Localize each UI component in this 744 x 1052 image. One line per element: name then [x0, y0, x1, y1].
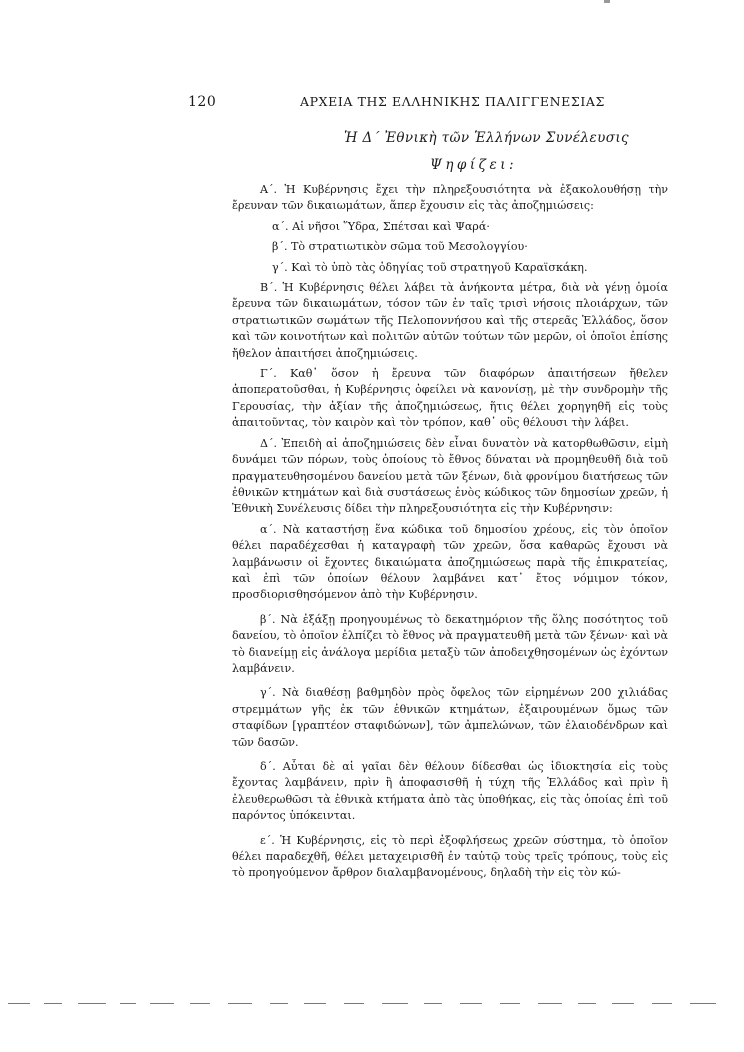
article-d-item-5: ε΄. Ἡ Κυβέρνησις, εἰς τὸ περὶ ἐξοφλήσεως χρεῶν σύστημα, τὸ ὁποῖον θέλει παραδεχθῆ, θέλει μεταχειρισθῆ ἐν ταὐτῷ τοὺς τρεῖς τρόπους, τοὺς εἰς τὸ προηγούμενον ἄρθρον διαλαμβανομένους, δηλαδὴ τὴν εἰς τὸν κώ- — [232, 833, 668, 880]
article-d-item-2: β΄. Νὰ ἐξάξῃ προηγουμένως τὸ δεκατημόριον τῆς ὅλης ποσότητος τοῦ δανείου, τὸ ὁποῖον ἐλπίζει τὸ ἔθνος νὰ πραγματευθῆ μετὰ τῶν ξένων· καὶ νὰ τὸ διανείμῃ εἰς ἀνάλογα μερίδια μεταξὺ τῶν ἀποδειχθησομένων ὡς ἐχόντων λαμβάνειν. — [232, 612, 668, 675]
article-d: Δ΄. Ἐπειδὴ αἱ ἀποζημιώσεις δὲν εἶναι δυνατὸν νὰ κατορθωθῶσιν, εἰμὴ δυνάμει τῶν πόρων, τοὺς ὁποίους τὸ ἔθνος δύναται νὰ προμηθευθῆ διὰ τοῦ πραγματευθησομένου δανείου μετὰ τῶν ξένων, διὰ φρονίμου διατήσεως τῶν ἐθνικῶν κτημάτων καὶ διὰ συστάσεως ἑνὸς κώδικος τῶν δημοσίων χρεῶν, ἡ Ἐθνικὴ Συνέλευσις δίδει τὴν πληρεξουσιότητα εἰς τὴν Κυβέρνησιν: — [232, 436, 668, 516]
article-a-item-2: β΄. Τὸ στρατιωτικὸν σῶμα τοῦ Μεσολογγίου· — [272, 240, 528, 254]
article-d-item-3: γ΄. Νὰ διαθέσῃ βαθμηδὸν πρὸς ὄφελος τῶν εἰρημένων 200 χιλιάδας στρεμμάτων γῆς ἐκ τῶν ἐθνικῶν κτημάτων, ἐξαιρουμένων ὅμως τῶν σταφίδων [γραπτέον σταφιδώνων], τῶν ἀμπελώνων, τῶν ἐλαιοδένδρων καὶ τῶν δασῶν. — [232, 686, 668, 749]
running-header: ΑΡΧΕΙΑ ΤΗΣ ΕΛΛΗΝΙΚΗΣ ΠΑΛΙΓΓΕΝΕΣΙΑΣ — [300, 94, 605, 109]
document-title: Ἡ Δ΄ Ἐθνικὴ τῶν Ἑλλήνων Συνέλευσις — [344, 130, 629, 146]
article-c: Γ΄. Καθ᾿ ὅσον ἡ ἔρευνα τῶν διαφόρων ἀπαιτήσεων ἤθελεν ἀποπερατοῦσθαι, ἡ Κυβέρνησις ὀφείλει νὰ κανονίσῃ, μὲ τὴν συνδρομὴν τῆς Γερουσίας, τὴν ἀξίαν τῆς ἀποζημιώσεως, ἥτις θέλει χορηγηθῆ εἰς τοὺς ἀπαιτοῦντας, τὸν καιρὸν καὶ τὸν τρόπον, καθ᾿ οὓς θέλουσι τὴν λάβει. — [232, 367, 668, 430]
article-a: Α΄. Ἡ Κυβέρνησις ἔχει τὴν πληρεξουσιότητα νὰ ἐξακολουθήσῃ τὴν ἔρευναν τῶν δικαιωμάτων, ἅπερ ἔχουσιν εἰς τὰς ἀποζημιώσεις: — [232, 183, 668, 213]
scan-edge-mark — [604, 0, 610, 3]
article-d-item-4: δ΄. Αὗται δὲ αἱ γαῖαι δὲν θέλουν δίδεσθαι ὡς ἰδιοκτησία εἰς τοὺς ἔχοντας λαμβάνειν, πρὶν ἢ ἀποφασισθῆ ἡ τύχη τῆς Ἑλλάδος καὶ πρὶν ἢ ἐλευθερωθῶσι τὰ ἐθνικὰ κτήματα ἀπὸ τὰς ὑποθήκας, εἰς τὰς ὁποίας ἐπὶ τοῦ παρόντος ὑπόκεινται. — [232, 760, 668, 823]
article-a-item-1: α΄. Αἱ νῆσοι Ὕδρα, Σπέτσαι καὶ Ψαρά· — [272, 219, 490, 233]
decree-heading: Ψηφίζει: — [430, 157, 518, 173]
page-number: 120 — [188, 94, 217, 110]
article-a-item-3: γ΄. Καὶ τὸ ὑπὸ τὰς ὁδηγίας τοῦ στρατηγοῦ Καραϊσκάκη. — [272, 260, 588, 274]
scan-bottom-edge — [0, 1003, 744, 1005]
document-body — [232, 182, 668, 890]
article-d-item-1: α΄. Νὰ καταστήσῃ ἕνα κώδικα τοῦ δημοσίου χρέους, εἰς τὸν ὁποῖον θέλει παραδέχεσθαι ἡ καταγραφὴ τῶν χρεῶν, ὅσα καθαρῶς ἔχουσι νὰ λαμβάνωσιν οἱ ἔχοντες δικαιώματα ἀποζημιώσεως παρὰ τῆς ἐπικρατείας, καὶ ἐπὶ τῶν ὁποίων θέλουν λαμβάνει κατ᾿ ἔτος νόμιμον τόκον, προσδιορισθησόμενον ἀπὸ τὴν Κυβέρνησιν. — [232, 522, 668, 602]
article-b: Β΄. Ἡ Κυβέρνησις θέλει λάβει τὰ ἀνήκοντα μέτρα, διὰ νὰ γένῃ ὁμοία ἔρευνα τῶν δικαιωμάτων, τόσον τῶν ἐν ταῖς τρισὶ νήσοις πλοιάρχων, τῶν στρατιωτικῶν σωμάτων τῆς Πελοποννήσου καὶ τῆς στερεᾶς Ἑλλάδος, ὅσον καὶ τῶν κοινοτήτων καὶ πολιτῶν αὐτῶν τούτων τῶν μερῶν, οἱ ὁποῖοι ἐπίσης ἤθελον ἀπαιτήσει ἀποζημιώσεις. — [232, 281, 668, 360]
